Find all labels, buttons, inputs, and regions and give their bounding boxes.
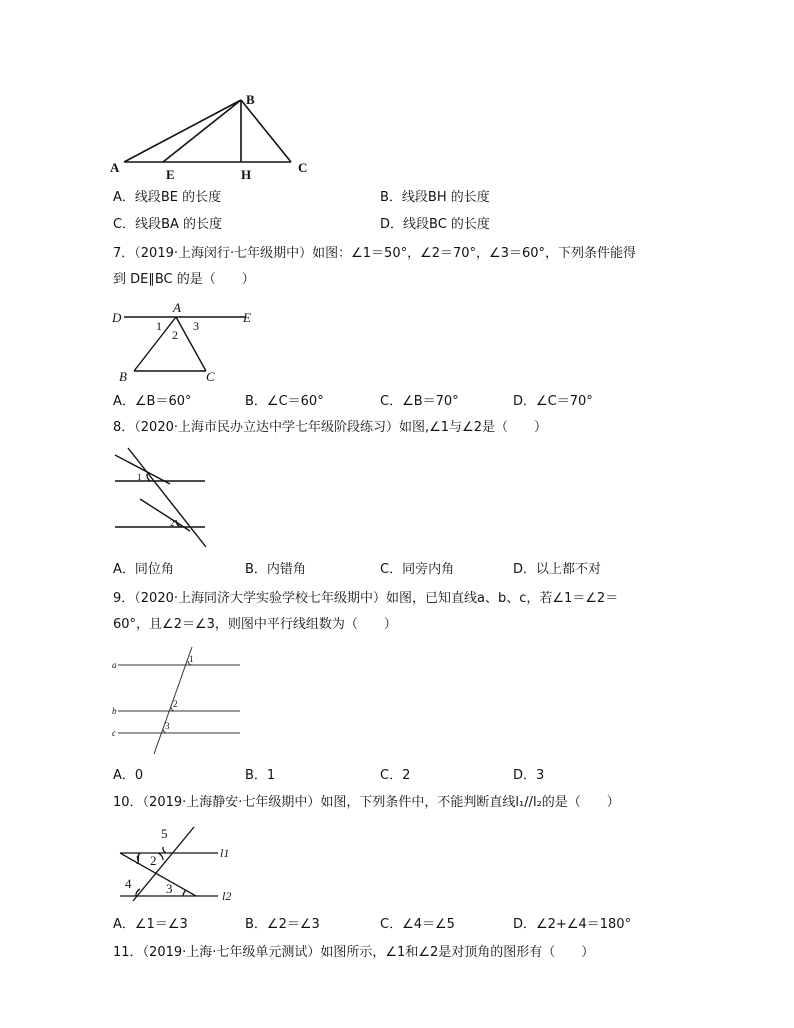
q10-option-c[interactable]: C．∠4＝∠5 xyxy=(380,917,455,932)
q9-label-b: b xyxy=(112,706,117,716)
q6-label-C: C xyxy=(298,160,308,175)
q10-angle-3: 3 xyxy=(166,881,173,896)
q7-triangle-figure xyxy=(110,300,260,386)
q7-option-b[interactable]: B．∠C＝60° xyxy=(245,394,324,409)
q6-option-c[interactable]: C．线段BA 的长度 xyxy=(113,217,223,232)
q6-triangle-figure xyxy=(108,90,318,182)
q10-label-l2: l2 xyxy=(222,889,232,903)
q7-label-A: A xyxy=(173,300,181,315)
q9-option-d[interactable]: D．3 xyxy=(513,768,545,783)
q8-option-b[interactable]: B．内错角 xyxy=(245,562,306,577)
q9-angle-3: 3 xyxy=(165,721,170,731)
q10-stem: 10．（2019·上海静安·七年级期中）如图，下列条件中，不能判断直线l₁//l₂的是（ ） xyxy=(113,795,620,810)
q8-angle-1: 1 xyxy=(137,472,142,482)
q9-option-c[interactable]: C．2 xyxy=(380,768,411,783)
q9-lines-figure xyxy=(108,644,248,759)
q11-stem: 11．（2019·上海·七年级单元测试）如图所示，∠1和∠2是对顶角的图形有（ ） xyxy=(113,945,595,960)
q8-angle-2: 2 xyxy=(170,518,175,528)
q6-label-H: H xyxy=(241,167,252,182)
q9-angle-2: 2 xyxy=(173,699,178,709)
q6-option-d[interactable]: D．线段BC 的长度 xyxy=(380,217,490,232)
q9-stem-line1: 9．（2020·上海同济大学实验学校七年级期中）如图，已知直线a、b、c，若∠1＝∠2＝ xyxy=(113,591,619,606)
q7-option-c[interactable]: C．∠B＝70° xyxy=(380,394,459,409)
q7-angle-3: 3 xyxy=(193,319,199,333)
q7-stem-line1: 7．（2019·上海闵行·七年级期中）如图：∠1＝50°，∠2＝70°，∠3＝60°，下列条件能得 xyxy=(113,246,637,261)
q8-option-a[interactable]: A．同位角 xyxy=(113,562,174,577)
q10-angle-4: 4 xyxy=(125,876,132,891)
q8-option-c[interactable]: C．同旁内角 xyxy=(380,562,455,577)
q6-label-A: A xyxy=(110,160,120,175)
q10-angle-2: 2 xyxy=(150,853,157,868)
q6-option-b[interactable]: B．线段BH 的长度 xyxy=(380,190,490,205)
q7-label-D: D xyxy=(112,310,122,325)
q10-angle-1: 1 xyxy=(135,852,142,867)
q9-angle-1: 1 xyxy=(189,654,194,664)
q7-label-E: E xyxy=(243,310,251,325)
q10-option-a[interactable]: A．∠1＝∠3 xyxy=(113,917,188,932)
q6-option-a[interactable]: A．线段BE 的长度 xyxy=(113,190,222,205)
q10-angle-5: 5 xyxy=(161,826,168,841)
q8-stem: 8．（2020·上海市民办立达中学七年级阶段练习）如图,∠1与∠2是（ ） xyxy=(113,420,547,435)
q9-stem-line2: 60°，且∠2＝∠3，则图中平行线组数为（ ） xyxy=(113,617,397,632)
q7-label-B: B xyxy=(119,369,127,384)
q10-option-b[interactable]: B．∠2＝∠3 xyxy=(245,917,320,932)
q7-option-d[interactable]: D．∠C＝70° xyxy=(513,394,593,409)
q7-stem-line2: 到 DE∥BC 的是（ ） xyxy=(113,272,255,287)
q10-option-d[interactable]: D．∠2+∠4＝180° xyxy=(513,917,632,932)
q9-option-b[interactable]: B．1 xyxy=(245,768,276,783)
q9-option-a[interactable]: A．0 xyxy=(113,768,144,783)
q9-label-c: c xyxy=(112,728,116,738)
q7-angle-1: 1 xyxy=(156,319,162,333)
q8-option-d[interactable]: D．以上都不对 xyxy=(513,562,602,577)
q6-label-E: E xyxy=(166,167,175,182)
q10-lines-figure xyxy=(110,822,245,904)
q7-angle-2: 2 xyxy=(172,328,178,342)
q7-option-a[interactable]: A．∠B＝60° xyxy=(113,394,192,409)
q9-label-a: a xyxy=(112,660,117,670)
q10-label-l1: l1 xyxy=(220,846,230,860)
q8-lines-figure xyxy=(110,446,220,551)
q6-label-B: B xyxy=(246,92,255,107)
q7-label-C: C xyxy=(206,369,215,384)
